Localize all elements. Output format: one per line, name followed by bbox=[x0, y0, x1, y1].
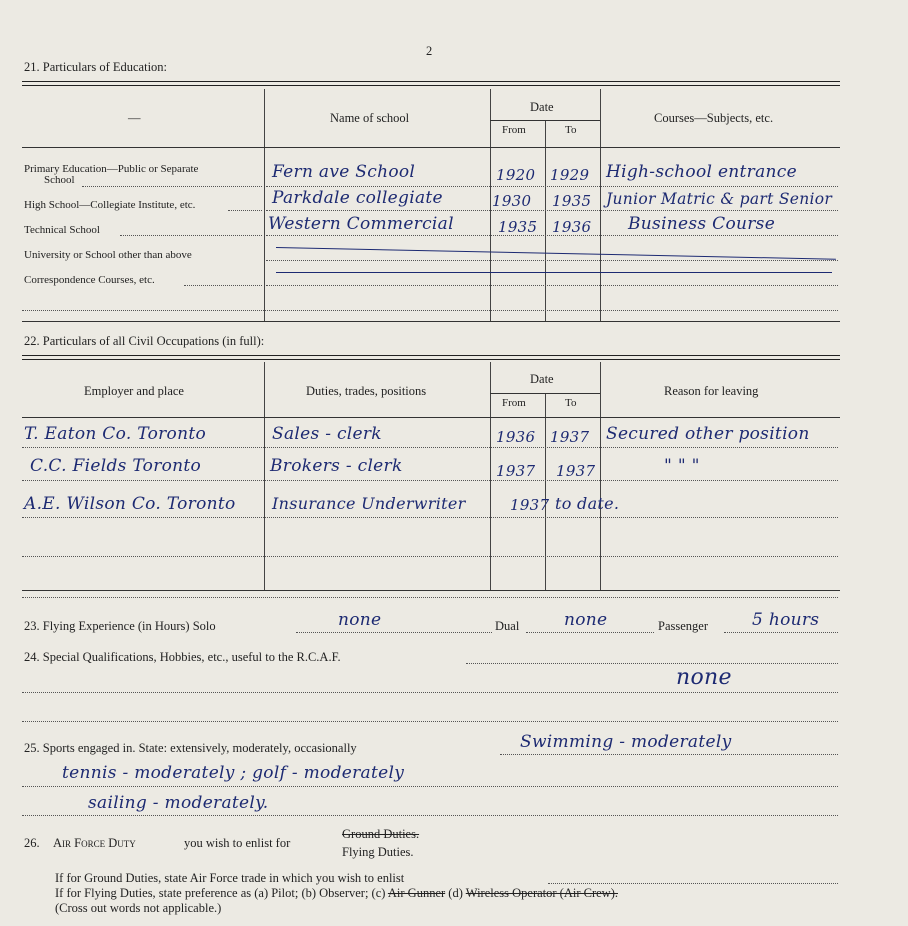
sports-label: 25. Sports engaged in. State: extensively, moderately, occasionally bbox=[24, 741, 357, 755]
occupation-to: 1937 bbox=[550, 428, 590, 446]
sports-line-2: tennis - moderately ; golf - moderately bbox=[62, 763, 405, 783]
occupation-from: 1937 bbox=[510, 496, 550, 514]
date-subdivider bbox=[490, 393, 600, 394]
duty-label-smallcaps: Air Force Duty bbox=[53, 836, 136, 850]
dotted-line bbox=[724, 632, 838, 633]
occupation-to: 1937 bbox=[556, 462, 596, 480]
education-col-divider bbox=[264, 89, 265, 321]
education-row-label: University or School other than above bbox=[24, 249, 192, 261]
hand-dash-line bbox=[276, 272, 832, 273]
education-heading: 21. Particulars of Education: bbox=[24, 60, 168, 74]
education-bottom-rule bbox=[22, 321, 840, 322]
education-col-divider bbox=[545, 120, 546, 321]
education-row-label: High School—Collegiate Institute, etc. bbox=[24, 199, 196, 211]
cross-out-note: (Cross out words not applicable.) bbox=[55, 901, 222, 915]
education-row-label: Correspondence Courses, etc. bbox=[24, 274, 155, 286]
flying-dual: none bbox=[564, 610, 608, 630]
col-date: Date bbox=[530, 100, 554, 114]
occupation-duties: Brokers - clerk bbox=[270, 456, 403, 476]
col-duties: Duties, trades, positions bbox=[306, 384, 427, 398]
education-to: 1929 bbox=[550, 166, 590, 184]
education-from: 1920 bbox=[496, 166, 536, 184]
education-dash: — bbox=[128, 111, 141, 125]
occupation-duties: Sales - clerk bbox=[272, 424, 382, 444]
col-date: Date bbox=[530, 372, 554, 386]
education-to: 1935 bbox=[552, 192, 592, 210]
air-gunner-option: Air Gunner bbox=[387, 886, 446, 900]
dotted-line bbox=[266, 210, 838, 211]
col-reason: Reason for leaving bbox=[664, 384, 759, 398]
education-school: Western Commercial bbox=[268, 214, 454, 234]
education-school: Fern ave School bbox=[272, 162, 416, 182]
dotted-line bbox=[22, 786, 838, 787]
occupation-from: 1936 bbox=[496, 428, 536, 446]
education-top-rule bbox=[22, 81, 840, 86]
option-d-label: (d) bbox=[448, 886, 463, 900]
flying-duties-line bbox=[55, 886, 618, 901]
dotted-line bbox=[22, 815, 838, 816]
education-school: Parkdale collegiate bbox=[272, 188, 443, 208]
duty-option-ground: Ground Duties. bbox=[342, 827, 420, 841]
occupations-top-rule bbox=[22, 355, 840, 360]
wireless-operator-option: Wireless Operator (Air Crew). bbox=[465, 886, 618, 900]
sports-line-1: Swimming - moderately bbox=[520, 732, 732, 752]
education-row-label: Primary Education—Public or Separate bbox=[24, 163, 199, 175]
education-row-label: Technical School bbox=[24, 224, 100, 236]
occupation-from: 1937 bbox=[496, 462, 536, 480]
occupation-reason: " " " bbox=[664, 456, 700, 476]
flying-passenger: 5 hours bbox=[752, 610, 820, 630]
flying-label: 23. Flying Experience (in Hours) Solo bbox=[24, 619, 216, 633]
date-subdivider bbox=[490, 120, 600, 121]
education-from: 1930 bbox=[492, 192, 532, 210]
dotted-line bbox=[266, 285, 838, 286]
education-courses: Junior Matric & part Senior bbox=[606, 190, 833, 208]
dotted-line bbox=[82, 186, 262, 187]
col-employer: Employer and place bbox=[84, 384, 184, 398]
duty-number: 26. bbox=[24, 836, 40, 850]
dotted-line bbox=[22, 721, 838, 722]
education-from: 1935 bbox=[498, 218, 538, 236]
col-from: From bbox=[502, 124, 526, 136]
dotted-line bbox=[22, 556, 838, 557]
dotted-line bbox=[22, 480, 838, 481]
duty-option-flying: Flying Duties. bbox=[342, 845, 414, 859]
flying-preference-text: If for Flying Duties, state preference as (a) Pilot; (b) Observer; (c) bbox=[55, 886, 386, 900]
flying-solo: none bbox=[338, 610, 382, 630]
occupation-employer: A.E. Wilson Co. Toronto bbox=[24, 494, 236, 514]
flying-passenger-label: Passenger bbox=[658, 619, 708, 633]
education-col-divider bbox=[490, 89, 491, 321]
occupations-bottom-rule bbox=[22, 590, 840, 591]
occupation-reason: Secured other position bbox=[606, 424, 810, 444]
dotted-line bbox=[22, 692, 838, 693]
education-courses: High-school entrance bbox=[606, 162, 797, 182]
dotted-line bbox=[466, 663, 838, 664]
col-from: From bbox=[502, 397, 526, 409]
sports-line-3: sailing - moderately. bbox=[88, 793, 269, 813]
duty-label: you wish to enlist for bbox=[184, 836, 291, 850]
dotted-line bbox=[266, 260, 838, 261]
occupation-employer: T. Eaton Co. Toronto bbox=[24, 424, 206, 444]
occupation-to: to date. bbox=[555, 494, 620, 513]
occupations-header-rule bbox=[22, 417, 840, 418]
dotted-line bbox=[548, 883, 838, 884]
education-header-rule bbox=[22, 147, 840, 148]
dotted-line bbox=[184, 285, 262, 286]
occupation-duties: Insurance Underwriter bbox=[272, 494, 466, 513]
dotted-line bbox=[120, 235, 262, 236]
dotted-line bbox=[228, 210, 262, 211]
page-number: 2 bbox=[426, 44, 433, 58]
hand-dash-line bbox=[276, 247, 836, 260]
occupations-col-divider bbox=[545, 393, 546, 590]
dotted-line bbox=[296, 632, 492, 633]
education-courses: Business Course bbox=[628, 214, 776, 234]
flying-dual-label: Dual bbox=[495, 619, 520, 633]
occupations-heading: 22. Particulars of all Civil Occupations (in full): bbox=[24, 334, 265, 348]
dotted-line bbox=[22, 517, 838, 518]
education-to: 1936 bbox=[552, 218, 592, 236]
dotted-line bbox=[22, 597, 838, 598]
ground-duties-line: If for Ground Duties, state Air Force trade in which you wish to enlist bbox=[55, 871, 405, 885]
education-row-label: School bbox=[44, 174, 75, 186]
col-to: To bbox=[565, 397, 577, 409]
occupation-employer: C.C. Fields Toronto bbox=[30, 456, 202, 476]
dotted-line bbox=[22, 447, 838, 448]
qualifications-value: none bbox=[676, 665, 732, 690]
qualifications-label: 24. Special Qualifications, Hobbies, etc., useful to the R.C.A.F. bbox=[24, 650, 341, 664]
dotted-line bbox=[266, 186, 838, 187]
dotted-line bbox=[22, 310, 838, 311]
dotted-line bbox=[526, 632, 654, 633]
dotted-line bbox=[500, 754, 838, 755]
col-name-of-school: Name of school bbox=[330, 111, 410, 125]
education-col-divider bbox=[600, 89, 601, 321]
col-courses: Courses—Subjects, etc. bbox=[654, 111, 774, 125]
col-to: To bbox=[565, 124, 577, 136]
